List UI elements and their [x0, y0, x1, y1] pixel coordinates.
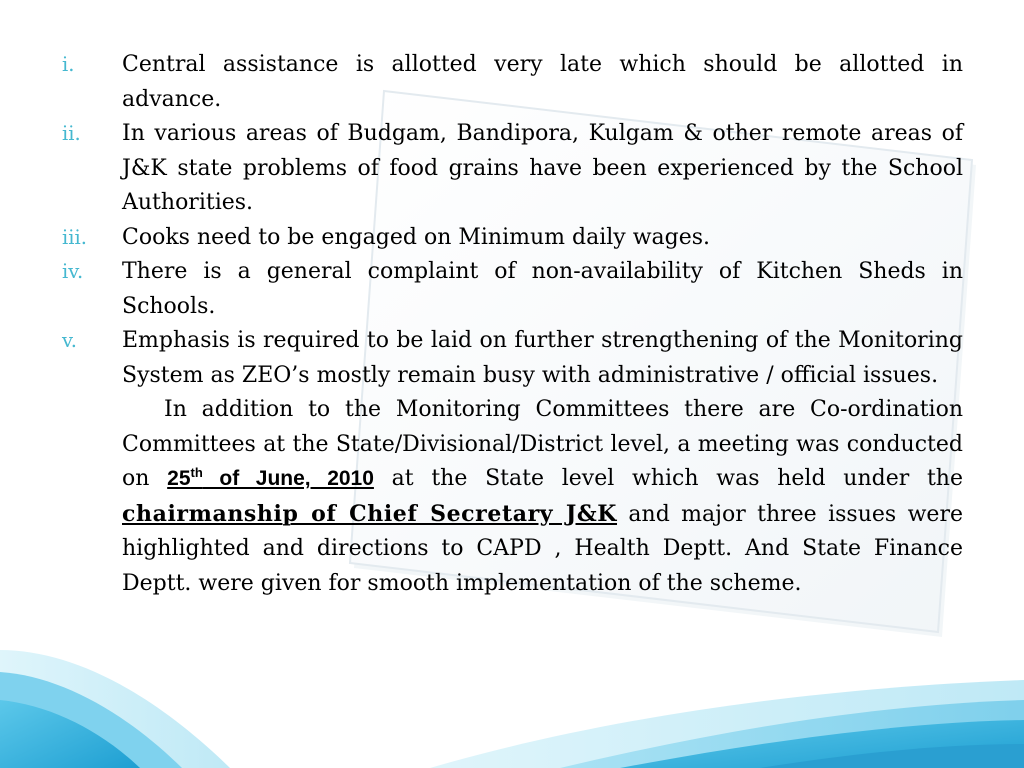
list-item — [62, 255, 963, 324]
summary-paragraph — [122, 393, 963, 601]
list-marker: iii. — [62, 225, 87, 249]
list-marker: ii. — [62, 122, 81, 145]
paragraph-text-part2: at the State level which was held under the — [373, 466, 963, 491]
list-item — [62, 117, 963, 221]
meeting-date-day: 25 — [167, 467, 191, 490]
list-item-text: Central assistance is allotted very late which should be allotted in advance. — [122, 52, 963, 112]
slide-content — [62, 48, 963, 601]
bottom-wave-left — [0, 650, 230, 768]
paragraph-text-part1: In addition to the Monitoring Committees there are Co-ordination Committees at the State/Divisional/District level, a meeting was conducted on — [122, 397, 963, 491]
list-marker: iv. — [62, 260, 84, 283]
list-item — [62, 221, 963, 256]
list-item — [62, 324, 963, 393]
list-item — [62, 48, 963, 117]
paragraph-text-part3: and major three issues were highlighted and directions to CAPD , Health Deptt. And State Finance Deptt. were given for smooth implementation of the scheme. — [122, 501, 963, 596]
meeting-date-rest: of June, 2010 — [202, 467, 374, 490]
list-item-text: In various areas of Budgam, Bandipora, Kulgam & other remote areas of J&K state problems of food grains have been experienced by the School Authorities. — [122, 121, 963, 215]
list-marker: v. — [62, 329, 77, 352]
list-marker: i. — [62, 53, 75, 76]
meeting-date-suffix: th — [190, 465, 203, 480]
list-item-text: Cooks need to be engaged on Minimum daily wages. — [122, 224, 711, 250]
list-item-text: There is a general complaint of non-availability of Kitchen Sheds in Schools. — [122, 259, 963, 319]
bottom-wave-right — [430, 680, 1024, 768]
meeting-date — [167, 467, 374, 490]
chairmanship-text: chairmanship of Chief Secretary J&K — [122, 500, 618, 527]
list-item-text: Emphasis is required to be laid on further strengthening of the Monitoring System as ZEO’s mostly remain busy with administrative / official issues. — [122, 328, 963, 388]
